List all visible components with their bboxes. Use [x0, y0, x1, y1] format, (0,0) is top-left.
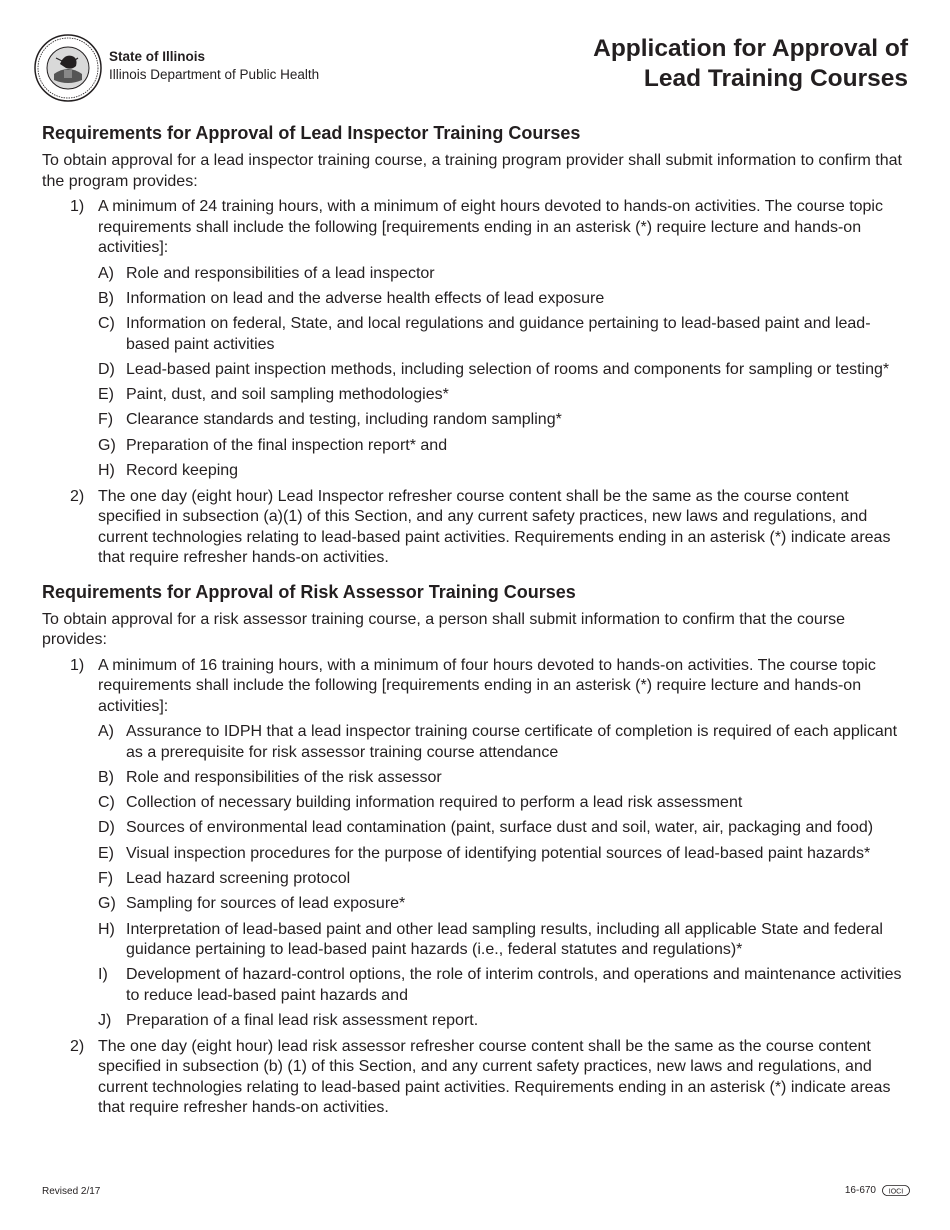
- topic-text: Information on federal, State, and local regulations and guidance pertaining to lead-based paint and lead-based paint activities: [126, 315, 871, 353]
- topic-letter: C): [98, 794, 115, 812]
- topic-item: [98, 385, 907, 406]
- topic-text: Visual inspection procedures for the purpose of identifying potential sources of lead-based paint hazards*: [126, 844, 871, 862]
- requirement-item: [42, 197, 907, 482]
- item-number: 2): [70, 1037, 85, 1055]
- topic-letter: F): [98, 411, 114, 429]
- topic-text: Clearance standards and testing, including random sampling*: [126, 411, 562, 429]
- requirement-list: [42, 656, 907, 1119]
- topic-letter: H): [98, 920, 115, 938]
- topic-letter: G): [98, 895, 116, 913]
- topic-letter: I): [98, 966, 108, 984]
- topic-letter: D): [98, 360, 115, 378]
- item-number: 2): [70, 487, 85, 505]
- topic-text: Paint, dust, and soil sampling methodologies*: [126, 386, 449, 404]
- topic-letter: J): [98, 1012, 112, 1030]
- topic-letter: E): [98, 386, 114, 404]
- topic-letter: B): [98, 289, 114, 307]
- topic-letter: A): [98, 723, 114, 741]
- topic-text: Preparation of a final lead risk assessment report.: [126, 1012, 479, 1030]
- page-header: [34, 34, 914, 104]
- topic-text: Collection of necessary building information required to perform a lead risk assessment: [126, 794, 743, 812]
- topic-item: [98, 436, 907, 457]
- topic-item: [98, 793, 907, 814]
- topic-item: [98, 844, 907, 865]
- item-text: The one day (eight hour) lead risk assessor refresher course content shall be the same as the course content specified in subsection (b) (1) of this Section, and any current safety practices, new laws and regulations, and current technologies relating to lead-based paint activities. Requirements ending in an asterisk (*) indicate areas that require refresher hands-on activities.: [98, 1037, 891, 1117]
- topic-letter: A): [98, 264, 114, 282]
- topic-list: [98, 264, 907, 482]
- item-text: A minimum of 16 training hours, with a minimum of four hours devoted to hands-on activities. The course topic requirements shall include the following [requirements ending in an asterisk (*) require lecture and hands-on activities]:: [98, 656, 876, 715]
- topic-text: Role and responsibilities of a lead inspector: [126, 264, 435, 282]
- topic-letter: G): [98, 436, 116, 454]
- topic-item: [98, 314, 907, 355]
- topic-item: [98, 920, 907, 961]
- section-heading-lead-inspector: Requirements for Approval of Lead Inspector Training Courses: [42, 123, 581, 143]
- item-number: 1): [70, 656, 85, 674]
- topic-text: Interpretation of lead-based paint and other lead sampling results, including all applicable State and federal guidance pertaining to lead-based paint hazards (i.e., federal statutes and regulations)*: [126, 920, 883, 959]
- svg-text:IOCI: IOCI: [888, 1188, 904, 1196]
- title-line-1: Application for Approval of: [593, 35, 908, 62]
- agency-block: [109, 48, 319, 84]
- topic-text: Preparation of the final inspection report* and: [126, 436, 448, 454]
- topic-item: [98, 818, 907, 839]
- section-heading-risk-assessor: Requirements for Approval of Risk Assessor Training Courses: [42, 581, 576, 602]
- department-name: Illinois Department of Public Health: [109, 67, 320, 82]
- topic-letter: E): [98, 844, 114, 862]
- section-intro: To obtain approval for a lead inspector training course, a training program provider shall submit information to confirm that the program provides:: [42, 152, 902, 190]
- topic-item: [98, 289, 907, 310]
- form-footer: [845, 1185, 910, 1196]
- form-number: 16-670: [844, 1185, 876, 1196]
- topic-text: Information on lead and the adverse health effects of lead exposure: [126, 289, 605, 307]
- topic-letter: F): [98, 870, 114, 888]
- topic-item: [98, 264, 907, 285]
- topic-letter: C): [98, 315, 115, 333]
- requirement-list: [42, 197, 907, 569]
- topic-item: [98, 965, 907, 1006]
- item-text: The one day (eight hour) Lead Inspector refresher course content shall be the same as the course content specified in subsection (a)(1) of this Section, and any current safety practices, new laws and regulations, and current technologies relating to lead-based paint activities. Requirements ending in an asterisk (*) indicate areas that require refresher hands-on activities.: [98, 487, 891, 567]
- topic-item: [98, 1011, 907, 1032]
- topic-item: [98, 360, 907, 381]
- topic-item: [98, 410, 907, 431]
- topic-text: Sampling for sources of lead exposure*: [126, 895, 406, 913]
- requirement-item: [42, 487, 907, 569]
- topic-item: [98, 869, 907, 890]
- title-line-2: Lead Training Courses: [643, 65, 908, 92]
- printer-mark-icon: [882, 1185, 910, 1196]
- topic-item: [98, 894, 907, 915]
- topic-text: Lead-based paint inspection methods, including selection of rooms and components for sampling or testing*: [126, 360, 890, 378]
- topic-text: Sources of environmental lead contamination (paint, surface dust and soil, water, air, packaging and food): [126, 819, 874, 837]
- topic-letter: D): [98, 819, 115, 837]
- item-number: 1): [70, 198, 85, 215]
- topic-item: [98, 722, 907, 763]
- topic-item: [98, 461, 907, 482]
- section-intro: To obtain approval for a risk assessor training course, a person shall submit information to confirm that the course provides:: [42, 610, 846, 649]
- topic-letter: H): [98, 462, 115, 480]
- topic-list: [98, 722, 907, 1032]
- item-text: A minimum of 24 training hours, with a minimum of eight hours devoted to hands-on activities. The course topic requirements shall include the following [requirements ending in an asterisk (*) require lecture and hands-on activities]:: [98, 198, 883, 256]
- topic-text: Assurance to IDPH that a lead inspector training course certificate of completion is required of each applicant as a prerequisite for risk assessor training course attendance: [126, 723, 898, 761]
- topic-text: Development of hazard-control options, the role of interim controls, and operations and maintenance activities to reduce lead-based paint hazards and: [126, 966, 902, 1004]
- requirement-item: [42, 656, 907, 1032]
- state-name: State of Illinois: [109, 49, 206, 64]
- document-body: [42, 122, 907, 1124]
- illinois-state-seal-icon: [34, 34, 102, 102]
- topic-text: Role and responsibilities of the risk assessor: [126, 768, 442, 786]
- topic-text: Lead hazard screening protocol: [126, 870, 351, 888]
- page-title: [593, 34, 908, 94]
- topic-letter: B): [98, 768, 114, 786]
- topic-item: [98, 768, 907, 789]
- revision-note: Revised 2/17: [42, 1186, 101, 1197]
- requirement-item: [42, 1037, 907, 1119]
- topic-text: Record keeping: [126, 462, 239, 480]
